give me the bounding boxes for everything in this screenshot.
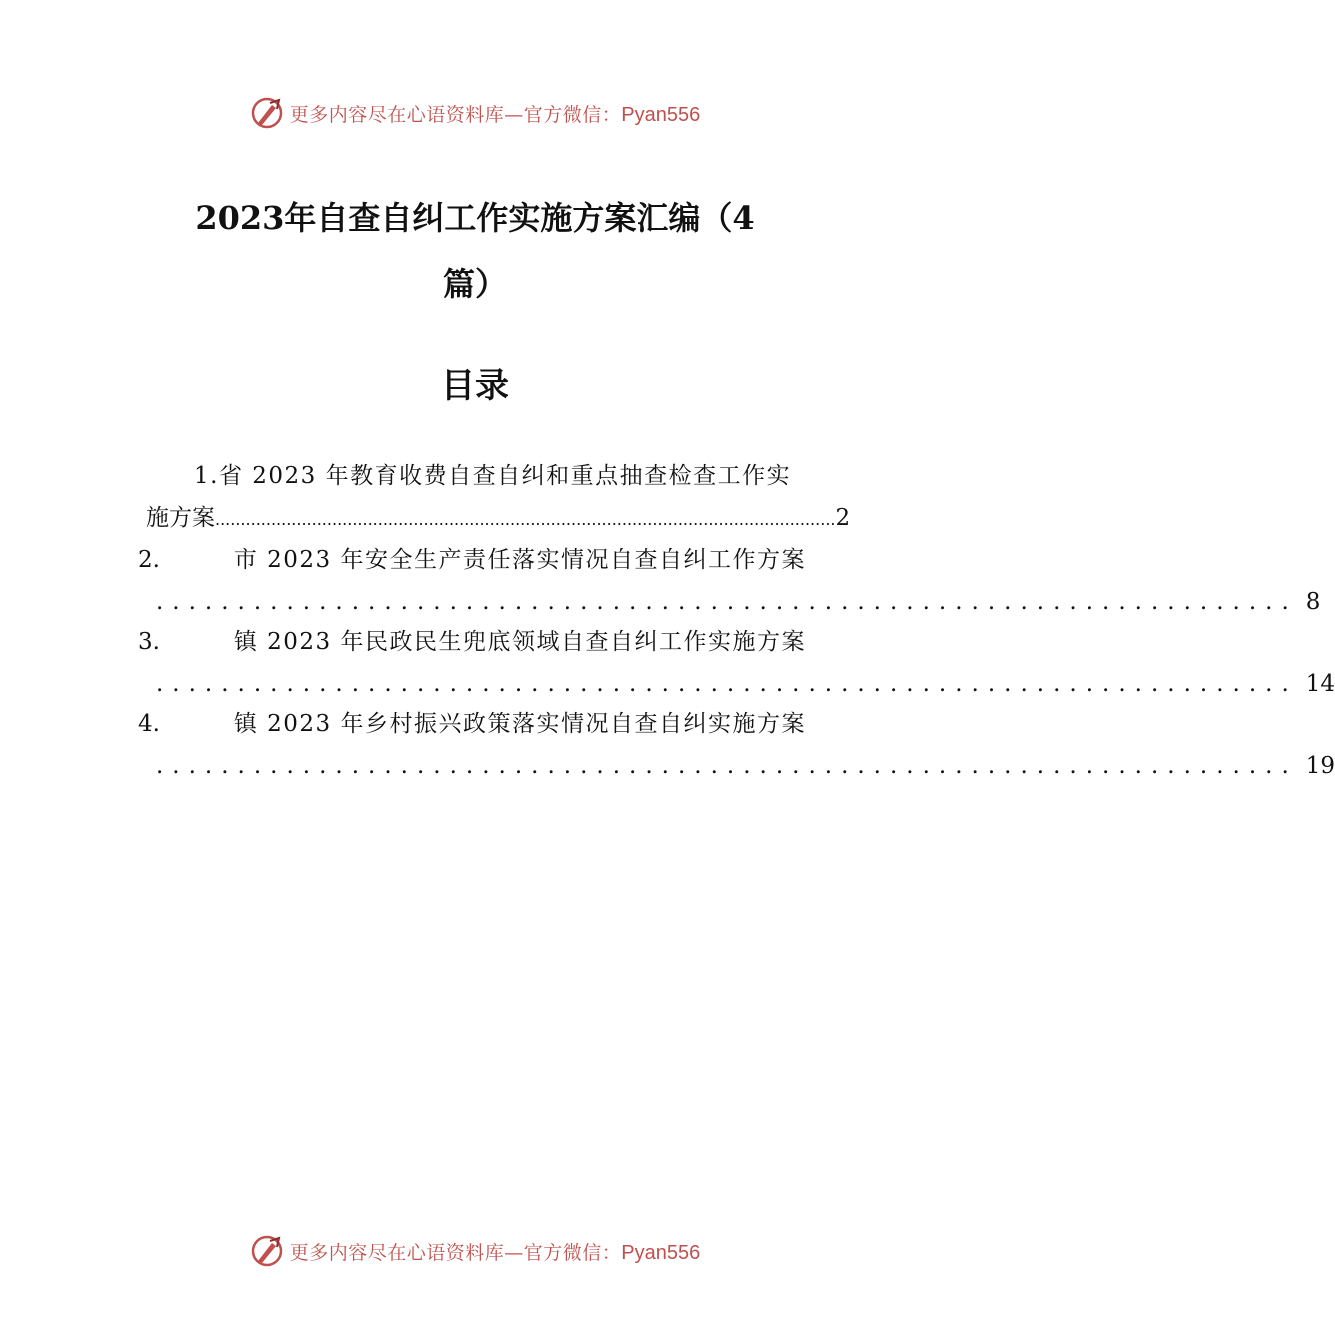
toc-item-1-cont[interactable]	[138, 498, 851, 538]
toc-item-1-line2: 施方案	[146, 505, 215, 531]
toc-item-3-text: 镇 2023 年民政民生兜底领域自查自纠工作实施方案	[233, 629, 806, 655]
document-title	[150, 185, 800, 317]
toc-item-3[interactable]	[138, 622, 806, 662]
quill-logo-icon	[250, 96, 284, 130]
toc-item-3-page: 14	[1305, 671, 1335, 697]
toc-item-1-page: 2	[835, 505, 851, 531]
toc-leader: ......................................................................	[156, 753, 1298, 779]
toc-item-3-leader-row[interactable]	[156, 664, 1335, 704]
wechat-id: Pyan556	[621, 103, 701, 126]
toc-item-2-leader-row[interactable]	[156, 582, 1321, 622]
toc-item-2-text: 市 2023 年安全生产责任落实情况自查自纠工作方案	[233, 547, 806, 573]
toc-item-4-text: 镇 2023 年乡村振兴政策落实情况自查自纠实施方案	[233, 711, 806, 737]
toc-item-2-page: 8	[1305, 589, 1321, 615]
toc-leader: ......................................................................	[156, 671, 1298, 697]
toc-item-1[interactable]	[138, 456, 806, 496]
toc-item-4-page: 19	[1305, 753, 1335, 779]
toc-item-2[interactable]	[138, 540, 806, 580]
wechat-id: Pyan556	[621, 1241, 701, 1264]
quill-logo-icon	[250, 1234, 284, 1268]
toc-item-4[interactable]	[138, 704, 806, 744]
title-line-1: 2023年自查自纠工作实施方案汇编（4	[195, 199, 755, 237]
toc-item-1-line1: 1.省 2023 年教育收费自查自纠和重点抽查检查工作实	[194, 463, 792, 489]
header-brand	[0, 96, 950, 130]
toc-item-2-number: 2.	[138, 547, 160, 573]
toc-leader: ..........................................................................................................................	[215, 510, 836, 529]
header-brand-text: 更多内容尽在心语资料库—官方微信：Pyan556	[289, 103, 701, 126]
toc-heading: 目录	[441, 366, 509, 406]
footer-brand-text: 更多内容尽在心语资料库—官方微信：Pyan556	[289, 1241, 701, 1264]
toc-item-4-leader-row[interactable]	[156, 746, 1335, 786]
toc-item-3-number: 3.	[138, 629, 160, 655]
footer-brand	[0, 1234, 950, 1268]
toc-leader: ......................................................................	[156, 589, 1298, 615]
toc-item-4-number: 4.	[138, 711, 160, 737]
title-line-2: 篇）	[442, 265, 507, 303]
